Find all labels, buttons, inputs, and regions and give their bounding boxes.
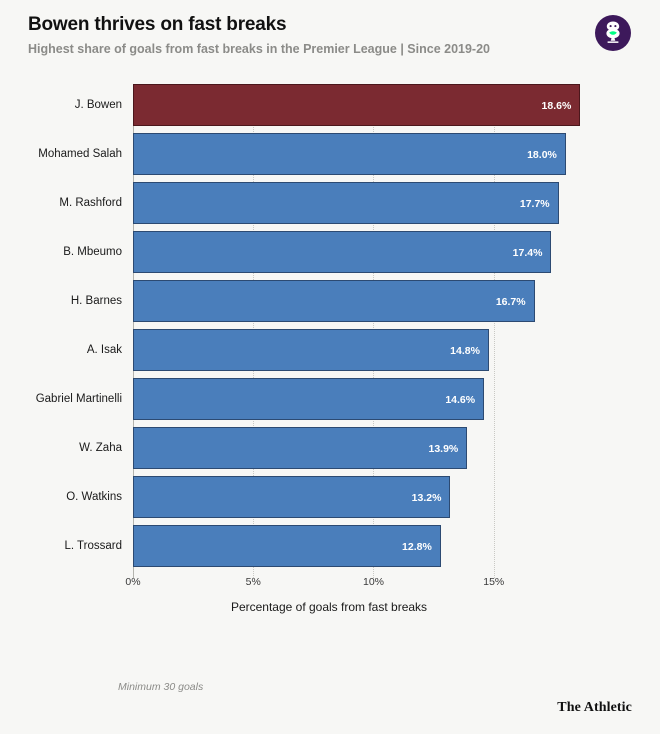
x-tick-label: 15%: [483, 576, 505, 588]
page-title: Bowen thrives on fast breaks: [28, 14, 287, 35]
bar: [133, 231, 551, 273]
chart-footnote: Minimum 30 goals: [118, 681, 204, 693]
bar-value-label: 17.7%: [519, 198, 550, 210]
bar-row: [133, 133, 557, 175]
category-label: O. Watkins: [66, 491, 122, 503]
bar: [133, 329, 489, 371]
bar-row: [133, 182, 550, 224]
category-label: H. Barnes: [70, 295, 122, 307]
plot-area: [133, 84, 572, 632]
bar: [133, 378, 484, 420]
bar-value-label: 14.6%: [445, 394, 476, 406]
bar-value-label: 18.6%: [541, 100, 572, 112]
bar-value-label: 17.4%: [512, 247, 543, 259]
bar: [133, 84, 580, 126]
bar: [133, 525, 441, 567]
bar: [133, 182, 559, 224]
x-axis-title: Percentage of goals from fast breaks: [230, 600, 428, 614]
bar-chart: [0, 76, 660, 636]
premier-league-lion-crest-icon: [594, 14, 632, 52]
x-tick-label: 10%: [362, 576, 384, 588]
category-label: J. Bowen: [74, 99, 122, 111]
category-label: Mohamed Salah: [38, 148, 122, 160]
category-label: A. Isak: [86, 344, 122, 356]
bar-value-label: 16.7%: [495, 296, 526, 308]
category-label: Gabriel Martinelli: [35, 393, 122, 405]
bar-row: [133, 525, 525, 567]
bar-value-label: 13.9%: [428, 443, 459, 455]
bar-row: [133, 84, 572, 126]
bar-row: [133, 378, 525, 420]
category-label: W. Zaha: [79, 442, 122, 454]
bar-value-label: 12.8%: [402, 541, 432, 553]
category-label: L. Trossard: [64, 540, 122, 552]
x-tick-label: 5%: [245, 576, 261, 588]
x-axis: [125, 570, 525, 630]
bar-row: [133, 329, 525, 371]
bar: [133, 476, 450, 518]
bar-value-label: 13.2%: [411, 492, 442, 504]
bar-value-label: 18.0%: [527, 149, 557, 161]
bar: [133, 133, 566, 175]
bar-row: [133, 280, 525, 322]
bar: [133, 427, 467, 469]
bar-row: [133, 476, 525, 518]
category-label: B. Mbeumo: [63, 246, 122, 258]
bar-row: [133, 427, 525, 469]
page-subtitle: Highest share of goals from fast breaks in the Premier League | Since 2019-20: [28, 41, 490, 56]
x-tick-label: 0%: [125, 576, 141, 588]
bar-row: [133, 231, 543, 273]
brand-wordmark: The Athletic: [557, 700, 632, 715]
category-label: M. Rashford: [59, 197, 122, 209]
bar: [133, 280, 535, 322]
bar-value-label: 14.8%: [450, 345, 480, 357]
chart-header: [28, 14, 632, 57]
